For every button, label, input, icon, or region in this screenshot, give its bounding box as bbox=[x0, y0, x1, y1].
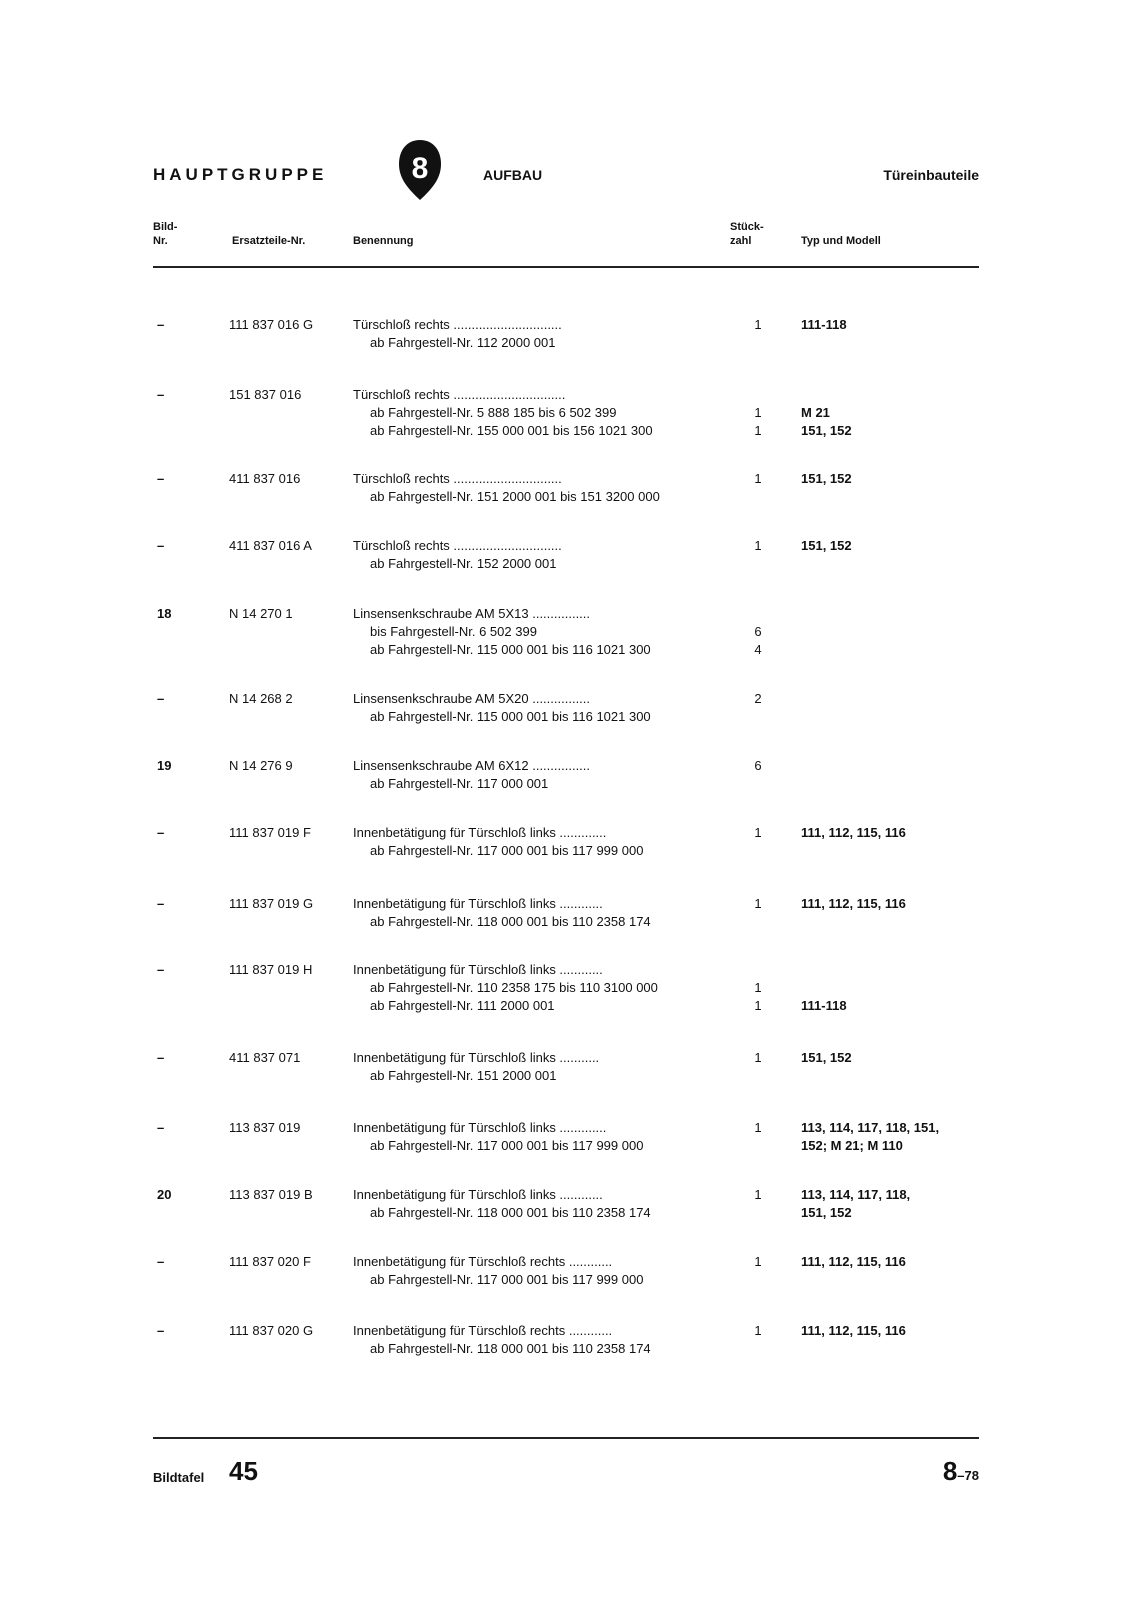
row-model-value: 111, 112, 115, 116 bbox=[801, 1323, 906, 1338]
row-quantity-value: 1 bbox=[754, 825, 762, 840]
row-description-range: ab Fahrgestell-Nr. 152 2000 001 bbox=[370, 556, 557, 571]
row-part-number: N 14 270 1 bbox=[229, 606, 293, 621]
header-rule bbox=[153, 266, 979, 268]
row-quantity-value: 1 bbox=[754, 896, 762, 911]
row-description-title: Linsensenkschraube AM 5X13 ................ bbox=[353, 606, 591, 621]
row-model bbox=[801, 895, 981, 931]
row-model-value bbox=[801, 641, 981, 659]
row-bild-nr: – bbox=[157, 1120, 165, 1135]
row-description-title: Türschloß rechts .............................. bbox=[353, 538, 562, 553]
row-description-range: ab Fahrgestell-Nr. 117 000 001 bis 117 999 000 bbox=[370, 843, 644, 858]
row-model-value: 111, 112, 115, 116 bbox=[801, 1254, 906, 1269]
row-model-value bbox=[801, 386, 981, 404]
group-heading: HAUPTGRUPPE bbox=[153, 165, 328, 184]
row-description bbox=[353, 1049, 733, 1085]
column-header-qty: Stück- zahl bbox=[730, 221, 764, 247]
row-bild-nr: – bbox=[157, 1323, 165, 1338]
row-quantity bbox=[746, 1253, 770, 1289]
row-model-value bbox=[801, 1067, 981, 1085]
row-quantity-value bbox=[746, 605, 770, 623]
row-model-value bbox=[801, 1340, 981, 1358]
row-part-number: 113 837 019 bbox=[229, 1120, 301, 1135]
row-description bbox=[353, 537, 733, 573]
row-quantity-value bbox=[746, 708, 770, 726]
row-part-number: 113 837 019 B bbox=[229, 1187, 313, 1202]
row-description bbox=[353, 1322, 733, 1358]
group-number-badge-icon bbox=[397, 138, 443, 202]
row-quantity-value: 1 bbox=[754, 317, 762, 332]
row-bild-nr: – bbox=[157, 1254, 165, 1269]
row-quantity-value: 1 bbox=[754, 998, 762, 1013]
row-model-value bbox=[801, 961, 981, 979]
row-quantity-value: 1 bbox=[754, 1187, 762, 1202]
row-description-range: ab Fahrgestell-Nr. 112 2000 001 bbox=[370, 335, 556, 350]
row-description-range: ab Fahrgestell-Nr. 118 000 001 bis 110 2358 174 bbox=[370, 914, 651, 929]
row-model-value bbox=[801, 708, 981, 726]
row-model-value: 151, 152 bbox=[801, 538, 852, 553]
group-number: 8 bbox=[411, 152, 429, 185]
row-quantity-value: 1 bbox=[754, 538, 762, 553]
page-number-main: 8 bbox=[942, 1456, 958, 1486]
row-quantity-value: 1 bbox=[754, 1323, 762, 1338]
row-description bbox=[353, 690, 733, 726]
row-description-title: Innenbetätigung für Türschloß links ............. bbox=[353, 1120, 607, 1135]
row-description-range: ab Fahrgestell-Nr. 155 000 001 bis 156 1021 300 bbox=[370, 423, 653, 438]
row-description bbox=[353, 1253, 733, 1289]
row-quantity-value: 4 bbox=[754, 642, 762, 657]
row-quantity-value bbox=[746, 1067, 770, 1085]
row-quantity-value bbox=[746, 334, 770, 352]
row-quantity-value: 1 bbox=[754, 1050, 762, 1065]
row-model-value bbox=[801, 842, 981, 860]
row-quantity-value: 1 bbox=[754, 980, 762, 995]
row-quantity-value: 6 bbox=[754, 624, 762, 639]
row-quantity-value bbox=[746, 961, 770, 979]
row-quantity bbox=[746, 537, 770, 573]
row-quantity bbox=[746, 1049, 770, 1085]
row-part-number: 111 837 019 F bbox=[229, 825, 311, 840]
row-description-range: ab Fahrgestell-Nr. 115 000 001 bis 116 1021 300 bbox=[370, 709, 651, 724]
row-part-number: 111 837 019 G bbox=[229, 896, 314, 911]
row-quantity bbox=[746, 961, 770, 1015]
row-bild-nr: 20 bbox=[157, 1187, 172, 1202]
row-bild-nr: 19 bbox=[157, 758, 172, 773]
row-model-value: 113, 114, 117, 118, bbox=[801, 1187, 911, 1202]
row-model bbox=[801, 690, 981, 726]
row-quantity-value bbox=[746, 488, 770, 506]
row-bild-nr: – bbox=[157, 471, 165, 486]
row-model-value bbox=[801, 757, 981, 775]
row-description bbox=[353, 316, 733, 352]
row-quantity-value bbox=[746, 1204, 770, 1222]
row-quantity-value bbox=[746, 842, 770, 860]
row-model bbox=[801, 605, 981, 659]
row-quantity-value bbox=[746, 1271, 770, 1289]
row-model-value bbox=[801, 913, 981, 931]
row-quantity-value: 6 bbox=[754, 758, 762, 773]
row-quantity bbox=[746, 690, 770, 726]
row-quantity-value bbox=[746, 775, 770, 793]
row-description-range: bis Fahrgestell-Nr. 6 502 399 bbox=[370, 624, 537, 639]
row-quantity bbox=[746, 895, 770, 931]
row-model-value: 151, 152 bbox=[801, 471, 852, 486]
row-model-value: 111, 112, 115, 116 bbox=[801, 825, 906, 840]
row-part-number: N 14 268 2 bbox=[229, 691, 293, 706]
row-bild-nr: – bbox=[157, 962, 165, 977]
plate-number: 45 bbox=[229, 1456, 258, 1486]
row-description-title: Türschloß rechts .............................. bbox=[353, 317, 562, 332]
row-quantity bbox=[746, 470, 770, 506]
row-model-value bbox=[801, 488, 981, 506]
column-header-name: Benennung bbox=[353, 235, 414, 247]
row-quantity-value bbox=[746, 386, 770, 404]
row-description bbox=[353, 824, 733, 860]
row-part-number: 411 837 016 A bbox=[229, 538, 312, 553]
row-model-value: 152; M 21; M 110 bbox=[801, 1138, 903, 1153]
column-header-bild-nr: Bild- Nr. bbox=[153, 221, 178, 247]
row-quantity-value bbox=[746, 555, 770, 573]
row-model-value: 113, 114, 117, 118, 151, bbox=[801, 1120, 940, 1135]
row-description-title: Linsensenkschraube AM 5X20 ................ bbox=[353, 691, 591, 706]
row-description bbox=[353, 757, 733, 793]
row-description-range: ab Fahrgestell-Nr. 110 2358 175 bis 110 3100 000 bbox=[370, 980, 658, 995]
row-model-value bbox=[801, 555, 981, 573]
row-part-number: N 14 276 9 bbox=[229, 758, 293, 773]
row-model bbox=[801, 961, 981, 1015]
page-subject: Türeinbauteile bbox=[883, 167, 979, 183]
row-quantity bbox=[746, 1322, 770, 1358]
row-description bbox=[353, 1186, 733, 1222]
row-quantity-value: 1 bbox=[754, 471, 762, 486]
row-description-title: Türschloß rechts ............................... bbox=[353, 387, 566, 402]
row-model-value: 151, 152 bbox=[801, 423, 852, 438]
row-quantity-value: 1 bbox=[754, 1254, 762, 1269]
row-quantity bbox=[746, 1119, 770, 1155]
row-part-number: 151 837 016 bbox=[229, 387, 302, 402]
row-quantity bbox=[746, 1186, 770, 1222]
row-description-title: Innenbetätigung für Türschloß links ............ bbox=[353, 1187, 603, 1202]
row-description-range: ab Fahrgestell-Nr. 151 2000 001 bbox=[370, 1068, 557, 1083]
row-model bbox=[801, 316, 981, 352]
row-description-title: Innenbetätigung für Türschloß links ............. bbox=[353, 825, 607, 840]
row-model-value bbox=[801, 623, 981, 641]
row-model bbox=[801, 757, 981, 793]
row-part-number: 111 837 020 F bbox=[229, 1254, 311, 1269]
row-bild-nr: – bbox=[157, 825, 165, 840]
row-bild-nr: – bbox=[157, 387, 165, 402]
row-model bbox=[801, 1119, 981, 1155]
row-quantity-value: 1 bbox=[754, 1120, 762, 1135]
row-model bbox=[801, 470, 981, 506]
row-part-number: 411 837 071 bbox=[229, 1050, 301, 1065]
row-bild-nr: – bbox=[157, 317, 165, 332]
row-quantity bbox=[746, 757, 770, 793]
row-description-range: ab Fahrgestell-Nr. 118 000 001 bis 110 2358 174 bbox=[370, 1341, 651, 1356]
column-header-model: Typ und Modell bbox=[801, 235, 881, 247]
row-bild-nr: – bbox=[157, 538, 165, 553]
column-header-part-no: Ersatzteile-Nr. bbox=[232, 235, 306, 247]
row-description-title: Innenbetätigung für Türschloß links ............ bbox=[353, 896, 603, 911]
row-quantity bbox=[746, 605, 770, 659]
row-bild-nr: – bbox=[157, 1050, 165, 1065]
row-part-number: 111 837 020 G bbox=[229, 1323, 314, 1338]
row-description-range: ab Fahrgestell-Nr. 117 000 001 bbox=[370, 776, 549, 791]
footer-rule bbox=[153, 1437, 979, 1439]
row-description-title: Innenbetätigung für Türschloß rechts ............ bbox=[353, 1254, 613, 1269]
row-model bbox=[801, 537, 981, 573]
page-number bbox=[943, 1456, 979, 1487]
plate-label: Bildtafel bbox=[153, 1470, 205, 1485]
row-model-value: 111-118 bbox=[801, 317, 847, 332]
row-description-range: ab Fahrgestell-Nr. 118 000 001 bis 110 2358 174 bbox=[370, 1205, 651, 1220]
row-description-title: Türschloß rechts .............................. bbox=[353, 471, 562, 486]
row-model-value: 151, 152 bbox=[801, 1205, 852, 1220]
row-part-number: 411 837 016 bbox=[229, 471, 301, 486]
row-model bbox=[801, 1186, 981, 1222]
row-quantity bbox=[746, 316, 770, 352]
row-model-value bbox=[801, 605, 981, 623]
row-quantity bbox=[746, 386, 770, 440]
section-title: AUFBAU bbox=[483, 167, 543, 183]
row-model-value bbox=[801, 979, 981, 997]
row-model-value: 111-118 bbox=[801, 998, 847, 1013]
row-model-value: M 21 bbox=[801, 405, 830, 420]
row-quantity bbox=[746, 824, 770, 860]
row-model-value: 111, 112, 115, 116 bbox=[801, 896, 906, 911]
row-description-title: Innenbetätigung für Türschloß links ............ bbox=[353, 962, 603, 977]
row-model bbox=[801, 824, 981, 860]
row-part-number: 111 837 019 H bbox=[229, 962, 313, 977]
row-model bbox=[801, 1049, 981, 1085]
row-description bbox=[353, 895, 733, 931]
row-model-value: 151, 152 bbox=[801, 1050, 852, 1065]
row-description-title: Linsensenkschraube AM 6X12 ................ bbox=[353, 758, 591, 773]
row-bild-nr: – bbox=[157, 691, 165, 706]
row-model-value bbox=[801, 334, 981, 352]
row-part-number: 111 837 016 G bbox=[229, 317, 314, 332]
row-quantity-value: 1 bbox=[754, 423, 762, 438]
row-quantity-value bbox=[746, 1137, 770, 1155]
row-bild-nr: 18 bbox=[157, 606, 172, 621]
row-model bbox=[801, 386, 981, 440]
row-description bbox=[353, 1119, 733, 1155]
row-description-range: ab Fahrgestell-Nr. 111 2000 001 bbox=[370, 998, 555, 1013]
page-number-sub: –78 bbox=[957, 1468, 979, 1483]
row-quantity-value bbox=[746, 913, 770, 931]
row-description-range: ab Fahrgestell-Nr. 115 000 001 bis 116 1021 300 bbox=[370, 642, 651, 657]
row-bild-nr: – bbox=[157, 896, 165, 911]
row-model-value bbox=[801, 775, 981, 793]
row-description-range: ab Fahrgestell-Nr. 5 888 185 bis 6 502 399 bbox=[370, 405, 617, 420]
row-description-title: Innenbetätigung für Türschloß links ........... bbox=[353, 1050, 600, 1065]
row-description bbox=[353, 605, 733, 659]
row-quantity-value: 1 bbox=[754, 405, 762, 420]
row-description-range: ab Fahrgestell-Nr. 151 2000 001 bis 151 3200 000 bbox=[370, 489, 660, 504]
row-model bbox=[801, 1322, 981, 1358]
row-model-value bbox=[801, 690, 981, 708]
row-description-title: Innenbetätigung für Türschloß rechts ............ bbox=[353, 1323, 613, 1338]
row-description bbox=[353, 386, 733, 440]
row-quantity-value: 2 bbox=[754, 691, 762, 706]
row-description-range: ab Fahrgestell-Nr. 117 000 001 bis 117 999 000 bbox=[370, 1138, 644, 1153]
row-model-value bbox=[801, 1271, 981, 1289]
row-description bbox=[353, 961, 733, 1015]
row-description bbox=[353, 470, 733, 506]
row-description-range: ab Fahrgestell-Nr. 117 000 001 bis 117 999 000 bbox=[370, 1272, 644, 1287]
row-quantity-value bbox=[746, 1340, 770, 1358]
row-model bbox=[801, 1253, 981, 1289]
